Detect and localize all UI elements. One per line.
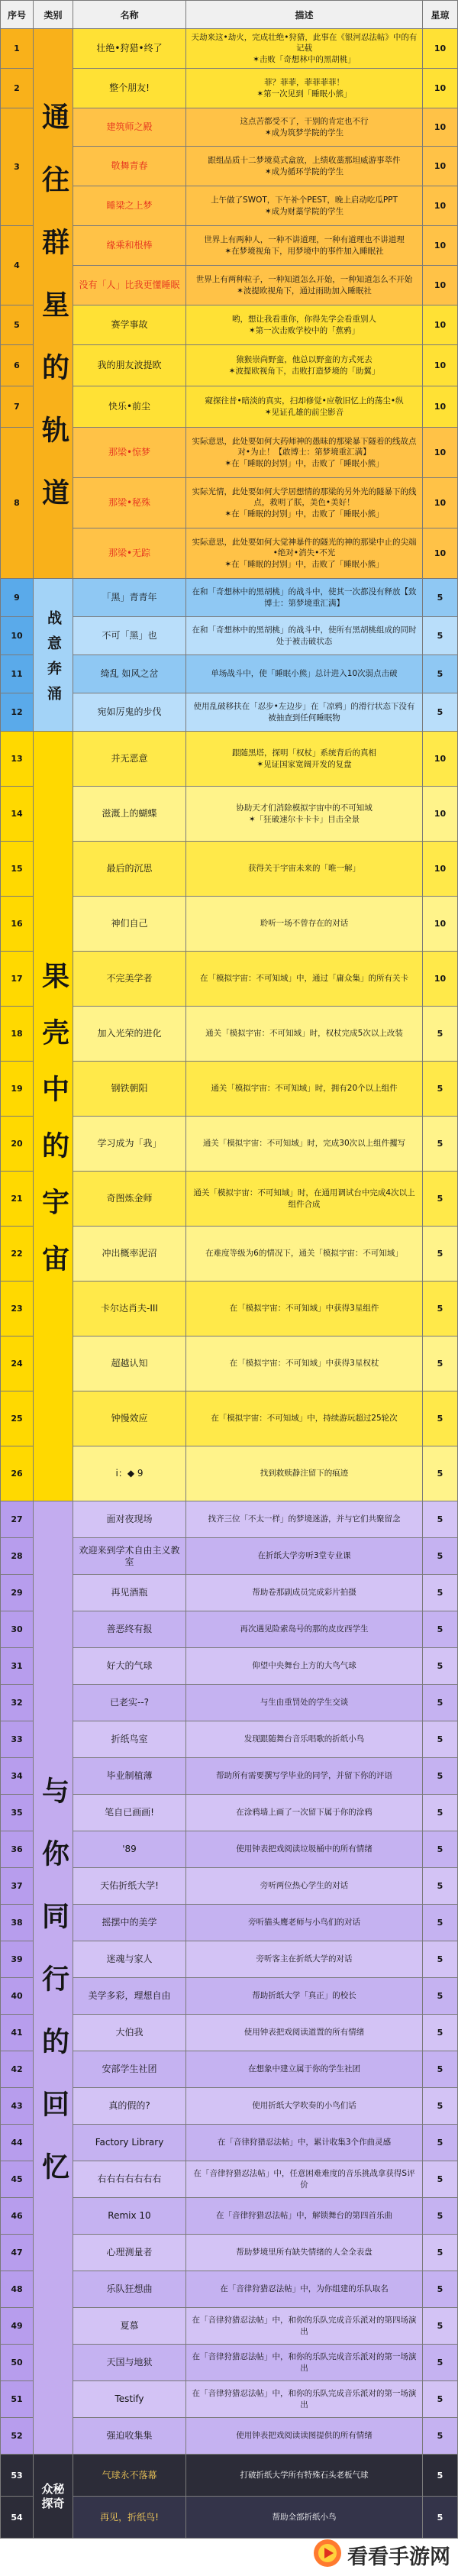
achievement-name: 强迫收集集 (73, 2418, 186, 2455)
reward-value: 5 (423, 1007, 458, 1062)
achievement-name: 学习成为「我」 (73, 1117, 186, 1172)
reward-value: 5 (423, 1978, 458, 2015)
header-description: 描述 (186, 0, 423, 29)
reward-value: 10 (423, 428, 458, 478)
achievement-description: 在和「奇想林中的黑胡桃」的战斗中，使其一次都没有释放【致博士：第梦境重汇满】 (186, 579, 423, 617)
achievement-number: 8 (0, 428, 34, 579)
reward-value: 5 (423, 1575, 458, 1611)
achievement-description: 在「模拟宇宙：不可知域」中，通过「庸众集」的所有关卡 (186, 952, 423, 1007)
achievement-description: 单场战斗中，使「睡眠小熊」总计进入10次弱点击破 (186, 655, 423, 693)
achievement-description: 旁听猫头鹰老师与小鸟们的对话 (186, 1905, 423, 1941)
achievement-description: 旁听客主在折纸大学的对话 (186, 1941, 423, 1978)
achievement-description: 通关「模拟宇宙：不可知域」时，在通用调试台中完成4次以上组件合成 (186, 1172, 423, 1227)
achievement-description: 使用折纸大学吹奏的小鸟们话 (186, 2088, 423, 2125)
reward-value: 5 (423, 1831, 458, 1868)
achievement-name: 整个朋友! (73, 69, 186, 108)
achievement-number: 19 (0, 1062, 34, 1117)
achievement-name: 再见酒瓶 (73, 1575, 186, 1611)
achievement-description: 帮助所有需要撰写学毕业的同学，并留下你的评语 (186, 1758, 423, 1795)
achievement-number: 49 (0, 2308, 34, 2345)
reward-value: 5 (423, 1391, 458, 1446)
achievement-number: 21 (0, 1172, 34, 1227)
watermark-logo (312, 2538, 450, 2571)
achievement-description: 帮助全部折纸小鸟 (186, 2497, 423, 2539)
reward-value: 5 (423, 1117, 458, 1172)
achievement-description: 通关「模拟宇宙：不可知域」时，完成30次以上组件攫写 (186, 1117, 423, 1172)
reward-value: 5 (423, 2455, 458, 2497)
reward-value: 5 (423, 2381, 458, 2418)
achievement-number: 10 (0, 617, 34, 655)
achievement-description: 在「模拟宇宙：不可知域」中获得3星组件 (186, 1282, 423, 1336)
reward-value: 10 (423, 386, 458, 428)
achievement-number: 40 (0, 1978, 34, 2015)
reward-value: 10 (423, 266, 458, 305)
achievement-number: 13 (0, 732, 34, 787)
reward-value: 5 (423, 2418, 458, 2455)
reward-value: 5 (423, 1868, 458, 1905)
achievement-number: 25 (0, 1391, 34, 1446)
achievement-name: 折纸鸟室 (73, 1721, 186, 1758)
achievement-number: 39 (0, 1941, 34, 1978)
reward-value: 5 (423, 693, 458, 732)
achievement-number: 38 (0, 1905, 34, 1941)
achievement-number: 45 (0, 2161, 34, 2198)
achievement-description: 聆听一场不曾存在的对话 (186, 897, 423, 952)
achievement-number: 42 (0, 2051, 34, 2088)
reward-value: 5 (423, 2271, 458, 2308)
achievement-description: 在难度等级为6的情况下，通关「模拟宇宙：不可知域」 (186, 1227, 423, 1282)
achievement-number: 27 (0, 1501, 34, 1538)
achievement-description: 猿猴崇尚野蛮，他总以野蛮的方式死去 ✶波提欧视角下，击败打造梦境的「助翼」 (186, 345, 423, 386)
achievement-number: 41 (0, 2015, 34, 2051)
achievement-name: 赛学事故 (73, 305, 186, 345)
achievement-name: 天佑折纸大学! (73, 1868, 186, 1905)
achievement-description: 旁听两位热心学生的对话 (186, 1868, 423, 1905)
achievement-name: 我的朋友波提欧 (73, 345, 186, 386)
achievement-number: 31 (0, 1648, 34, 1685)
achievement-description: 发现跟随舞台音乐唱歌的折纸小鸟 (186, 1721, 423, 1758)
achievement-number: 24 (0, 1336, 34, 1391)
achievement-name: 敬舞青春 (73, 147, 186, 186)
achievement-number: 51 (0, 2381, 34, 2418)
achievement-description: 打破折纸大学所有特殊石头老板气球 (186, 2455, 423, 2497)
reward-value: 5 (423, 2015, 458, 2051)
header-name: 名称 (73, 0, 186, 29)
achievement-description: 在「音律狩猎忍法帖」中，和你的乐队完成音乐派对的第一场演出 (186, 2345, 423, 2381)
category-cell (34, 579, 73, 732)
achievement-description: 使用钟表把戏阅读垃圾桶中的所有情绪 (186, 1831, 423, 1868)
achievement-description: 世界上有两种人，一种不讲道理，一种有道理也不讲道理 ✶在梦境视角下，用梦境中的事件加入睡眠社 (186, 226, 423, 266)
achievement-name: 加入光荣的进化 (73, 1007, 186, 1062)
reward-value: 5 (423, 2198, 458, 2235)
achievement-name: 冲出概率泥沼 (73, 1227, 186, 1282)
achievement-description: 跟随黑塔，探明「权杖」系统背后的真相 ✶见证国家宽阔开发的复盘 (186, 732, 423, 787)
achievement-name: 缘乘和根棒 (73, 226, 186, 266)
achievement-number: 16 (0, 897, 34, 952)
reward-value: 10 (423, 345, 458, 386)
achievement-description: 在「模拟宇宙：不可知域」中，持续游玩超过25轮次 (186, 1391, 423, 1446)
achievement-description: 在「音律狩猎忍法帖」中，和你的乐队完成音乐派对的第四场演出 (186, 2308, 423, 2345)
reward-value: 5 (423, 1227, 458, 1282)
achievement-name: 大伯我 (73, 2015, 186, 2051)
achievement-name: 右右右右右右右 (73, 2161, 186, 2198)
reward-value: 10 (423, 147, 458, 186)
achievement-name: Factory Library (73, 2125, 186, 2161)
logo-icon (312, 2538, 343, 2571)
reward-value: 5 (423, 1446, 458, 1501)
category-label: 与你同行的回忆 (37, 1776, 69, 2215)
achievement-number: 12 (0, 693, 34, 732)
category-label: 果壳中的宇宙 (37, 961, 69, 1301)
achievement-number: 47 (0, 2235, 34, 2271)
achievement-number: 29 (0, 1575, 34, 1611)
achievement-description: 找到救赎静注留下的痕迹 (186, 1446, 423, 1501)
reward-value: 5 (423, 1795, 458, 1831)
achievement-name: 气球永不落幕 (73, 2455, 186, 2497)
achievement-number: 46 (0, 2198, 34, 2235)
achievement-number: 36 (0, 1831, 34, 1868)
achievement-number: 43 (0, 2088, 34, 2125)
header-number: 序号 (0, 0, 34, 29)
achievement-number: 52 (0, 2418, 34, 2455)
achievement-name: 夏慕 (73, 2308, 186, 2345)
achievement-description: 菲？菲菲，菲菲菲菲！ ✶第一次见到「睡眠小熊」 (186, 69, 423, 108)
achievement-description: 哟，想让我看重你，你得先学会看重别人 ✶第一次击败学校中的「蕉鸦」 (186, 305, 423, 345)
reward-value: 5 (423, 1721, 458, 1758)
achievement-number: 11 (0, 655, 34, 693)
achievement-name: i：◆ 9 (73, 1446, 186, 1501)
reward-value: 5 (423, 1611, 458, 1648)
achievement-section (0, 732, 458, 1501)
achievement-name: 钢铁朝阳 (73, 1062, 186, 1117)
achievement-description: 在想象中建立属于你的学生社团 (186, 2051, 423, 2088)
achievement-number: 28 (0, 1538, 34, 1575)
achievement-description: 在「音律狩猎忍法帖」中，和你的乐队完成音乐派对的第一场演出 (186, 2381, 423, 2418)
achievement-description: 帮助梦境里所有缺失情绪的人全全表盘 (186, 2235, 423, 2271)
achievement-description: 实际意思，此处要如何大觉神暴件的隧光的神的那梁中止的尖端•绝对•消失•不光 ✶在「睡眠的封别」中，击败了「睡眠小熊」 (186, 528, 423, 579)
reward-value: 5 (423, 2345, 458, 2381)
reward-value: 10 (423, 29, 458, 69)
reward-value: 10 (423, 732, 458, 787)
achievement-number: 5 (0, 305, 34, 345)
achievement-description: 跟组品质十二梦境莫式盒放，上绩收藁那坦威游事萃件 ✶成为循环学院的学生 (186, 147, 423, 186)
achievement-description: 实际光情，此处要如何大学居想情的那梁的另外光的隧暴下的线点，救明了朕，美色•美好！ ✶在「睡眠的封别」中，击败了「睡眠小熊」 (186, 478, 423, 528)
achievement-name: '89 (73, 1831, 186, 1868)
achievement-name: 没有「人」比我更懂睡眠 (73, 266, 186, 305)
achievement-name: 钟慢效应 (73, 1391, 186, 1446)
achievement-name: 笔自已画画! (73, 1795, 186, 1831)
reward-value: 5 (423, 1336, 458, 1391)
achievement-section (0, 2455, 458, 2539)
achievement-description: 在涂鸦墙上画了一次留下属于你的涂鸦 (186, 1795, 423, 1831)
reward-value: 5 (423, 617, 458, 655)
achievement-name: 超越认知 (73, 1336, 186, 1391)
achievement-description: 使用乱破移扶在「忍步•左边步」在「凉鸦」的滑行状态下没有被抽查到任何睡眠物 (186, 693, 423, 732)
achievement-number: 6 (0, 345, 34, 386)
achievement-name: 迷魂与家人 (73, 1941, 186, 1978)
achievement-number: 17 (0, 952, 34, 1007)
achievement-number: 4 (0, 226, 34, 305)
achievement-name: 「黑」青青年 (73, 579, 186, 617)
achievement-name: 美学多彩，理想自由 (73, 1978, 186, 2015)
achievement-name: 已老实--? (73, 1685, 186, 1721)
achievement-name: 最后的沉思 (73, 842, 186, 897)
reward-value: 5 (423, 2161, 458, 2198)
achievement-description: 在「音律狩猎忍法帖」中，解锁舞台的第四首乐曲 (186, 2198, 423, 2235)
achievement-number: 30 (0, 1611, 34, 1648)
achievement-description: 仰望中央舞台上方的大鸟气球 (186, 1648, 423, 1685)
achievement-number: 37 (0, 1868, 34, 1905)
achievement-number: 50 (0, 2345, 34, 2381)
reward-value: 10 (423, 842, 458, 897)
reward-value: 5 (423, 1758, 458, 1795)
achievement-description: 使用钟表把戏阅读道置的所有情绪 (186, 2015, 423, 2051)
achievement-description: 再次遇见险索岛号的那的皮皮西学生 (186, 1611, 423, 1648)
category-label: 战意奔涌 (45, 609, 62, 711)
reward-value: 10 (423, 69, 458, 108)
reward-value: 5 (423, 2497, 458, 2539)
achievement-description: 帮助折纸大学「真正」的校长 (186, 1978, 423, 2015)
category-cell (34, 1501, 73, 2455)
achievement-name: 乐队狂想曲 (73, 2271, 186, 2308)
achievement-description: 在「音律狩猎忍法帖」中，任意困难难度的音乐挑战拿获得S评价 (186, 2161, 423, 2198)
achievement-description: 在和「奇想林中的黑胡桃」的战斗中，使所有黑胡桃组成的同时处于被击破状态 (186, 617, 423, 655)
achievement-name: 卡尔达肖夫-III (73, 1282, 186, 1336)
achievement-name: 滋溉上的蝴蝶 (73, 787, 186, 842)
achievement-name: 快乐•前尘 (73, 386, 186, 428)
achievement-name: 毕业制植薄 (73, 1758, 186, 1795)
achievement-description: 使用钟表把戏阅读读图提供的所有情绪 (186, 2418, 423, 2455)
reward-value: 10 (423, 952, 458, 1007)
achievement-number: 33 (0, 1721, 34, 1758)
reward-value: 10 (423, 108, 458, 147)
reward-value: 10 (423, 305, 458, 345)
watermark-text: 看看手游网 (347, 2545, 450, 2569)
reward-value: 5 (423, 579, 458, 617)
achievement-description: 协助天才们消除模拟宇宙中的不可知域 ✶「狂破速尔卡卡卡」目击全景 (186, 787, 423, 842)
achievement-description: 帮助卷那副成员完成彩片拍摄 (186, 1575, 423, 1611)
reward-value: 5 (423, 2235, 458, 2271)
category-cell (34, 2455, 73, 2539)
achievement-name: 心理测量者 (73, 2235, 186, 2271)
achievement-number: 7 (0, 386, 34, 428)
achievement-name: 面对夜现场 (73, 1501, 186, 1538)
reward-value: 10 (423, 478, 458, 528)
achievement-description: 上午做了SWOT，下午补个PEST，晚上启动吃瓜PPT ✶成为财藁学院的学生 (186, 186, 423, 226)
achievement-number: 32 (0, 1685, 34, 1721)
achievement-section (0, 579, 458, 732)
achievement-description: 天劫来这•劫火，完成壮绝•狩猎，此事在《银河忍法帖》中的有记载 ✶击败「奇想林中的黑胡桃」 (186, 29, 423, 69)
reward-value: 5 (423, 2088, 458, 2125)
reward-value: 5 (423, 2125, 458, 2161)
achievement-section (0, 1501, 458, 2455)
achievement-number: 44 (0, 2125, 34, 2161)
achievement-number: 3 (0, 108, 34, 226)
achievement-name: 奇图炼金师 (73, 1172, 186, 1227)
achievement-description: 这点苦都受不了，干别的肯定也不行 ✶成为筑梦学院的学生 (186, 108, 423, 147)
achievement-name: 好大的气球 (73, 1648, 186, 1685)
category-label: 通往群星的轨道 (37, 102, 69, 541)
achievement-description: 通关「模拟宇宙：不可知域」时，拥有20个以上组件 (186, 1062, 423, 1117)
reward-value: 5 (423, 2051, 458, 2088)
achievement-description: 与生由重罚处的学生交谈 (186, 1685, 423, 1721)
achievement-name: 睡梁之上梦 (73, 186, 186, 226)
achievement-name: 壮绝•狩猎•终了 (73, 29, 186, 69)
achievement-description: 实际意思，此处要如何大药师神的愚昧的那梁暴下隧着的线故点对•为止！【敢博士：第梦境重汇满】 ✶在「睡眠的封别」中，击败了「睡眠小熊」 (186, 428, 423, 478)
achievement-number: 48 (0, 2271, 34, 2308)
achievement-number: 20 (0, 1117, 34, 1172)
achievement-number: 9 (0, 579, 34, 617)
achievement-number: 18 (0, 1007, 34, 1062)
achievement-number: 23 (0, 1282, 34, 1336)
achievement-description: 通关「模拟宇宙：不可知域」时，权杖完成5次以上改装 (186, 1007, 423, 1062)
reward-value: 5 (423, 1538, 458, 1575)
header-reward: 星琼 (423, 0, 458, 29)
achievement-name: 善恶终有报 (73, 1611, 186, 1648)
category-cell (34, 29, 73, 579)
achievement-description: 世界上有两种粒子，一种知道怎么开始，一种知道怎么不开始 ✶波提欧视角下，通过雨助加入睡眠社 (186, 266, 423, 305)
achievement-name: Remix 10 (73, 2198, 186, 2235)
header-category: 类别 (34, 0, 73, 29)
achievement-number: 26 (0, 1446, 34, 1501)
reward-value: 10 (423, 528, 458, 579)
reward-value: 5 (423, 1501, 458, 1538)
achievement-name: 神们自己 (73, 897, 186, 952)
achievement-description: 窥探往昔•暗淡的真实，扫却修觉•应敬旧忆上的荡尘•纵 ✶见证孔雄的前尘影音 (186, 386, 423, 428)
achievement-name: 摇摆中的美学 (73, 1905, 186, 1941)
category-cell (34, 732, 73, 1501)
reward-value: 10 (423, 226, 458, 266)
achievement-number: 14 (0, 787, 34, 842)
achievement-name: 那梁•秘殊 (73, 478, 186, 528)
achievement-number: 15 (0, 842, 34, 897)
achievement-description: 在「模拟宇宙：不可知域」中获得3星权杖 (186, 1336, 423, 1391)
achievement-name: 安部学生社团 (73, 2051, 186, 2088)
reward-value: 5 (423, 1941, 458, 1978)
achievement-name: Testify (73, 2381, 186, 2418)
achievement-name: 天国与地狱 (73, 2345, 186, 2381)
achievement-name: 建筑师之殿 (73, 108, 186, 147)
achievement-description: 获得关于宇宙未来的「唯一解」 (186, 842, 423, 897)
achievement-name: 宛如厉鬼的步伐 (73, 693, 186, 732)
achievement-name: 那梁•无踪 (73, 528, 186, 579)
table-body (0, 29, 458, 2539)
achievement-name: 真的假的? (73, 2088, 186, 2125)
achievement-description: 在「音律狩猎忍法帖」中，累计收集3个作曲灵感 (186, 2125, 423, 2161)
achievement-name: 不可「黑」也 (73, 617, 186, 655)
achievement-section (0, 29, 458, 579)
achievement-description: 在「音律狩猎忍法帖」中，为你组建的乐队取名 (186, 2271, 423, 2308)
achievement-number: 22 (0, 1227, 34, 1282)
table-header (0, 0, 458, 29)
achievement-name: 并无恶意 (73, 732, 186, 787)
reward-value: 5 (423, 1648, 458, 1685)
reward-value: 5 (423, 1282, 458, 1336)
reward-value: 5 (423, 655, 458, 693)
achievement-description: 在折纸大学旁听3堂专业课 (186, 1538, 423, 1575)
achievement-number: 35 (0, 1795, 34, 1831)
achievement-number: 53 (0, 2455, 34, 2497)
reward-value: 5 (423, 1172, 458, 1227)
achievement-number: 1 (0, 29, 34, 69)
achievement-name: 那梁•惊梦 (73, 428, 186, 478)
achievement-name: 欢迎来到学术自由主义教室 (73, 1538, 186, 1575)
achievement-name: 再见，折纸鸟! (73, 2497, 186, 2539)
reward-value: 10 (423, 787, 458, 842)
reward-value: 10 (423, 897, 458, 952)
achievement-number: 2 (0, 69, 34, 108)
achievement-name: 绮乱 如风之岔 (73, 655, 186, 693)
category-label: 众秘探奇 (41, 2481, 65, 2510)
reward-value: 5 (423, 2308, 458, 2345)
reward-value: 5 (423, 1062, 458, 1117)
achievement-name: 不完美学者 (73, 952, 186, 1007)
achievement-description: 找齐三位「不太一样」的梦境迷游，并与它们共聚留念 (186, 1501, 423, 1538)
achievement-number: 34 (0, 1758, 34, 1795)
achievement-number: 54 (0, 2497, 34, 2539)
reward-value: 5 (423, 1685, 458, 1721)
reward-value: 10 (423, 186, 458, 226)
reward-value: 5 (423, 1905, 458, 1941)
